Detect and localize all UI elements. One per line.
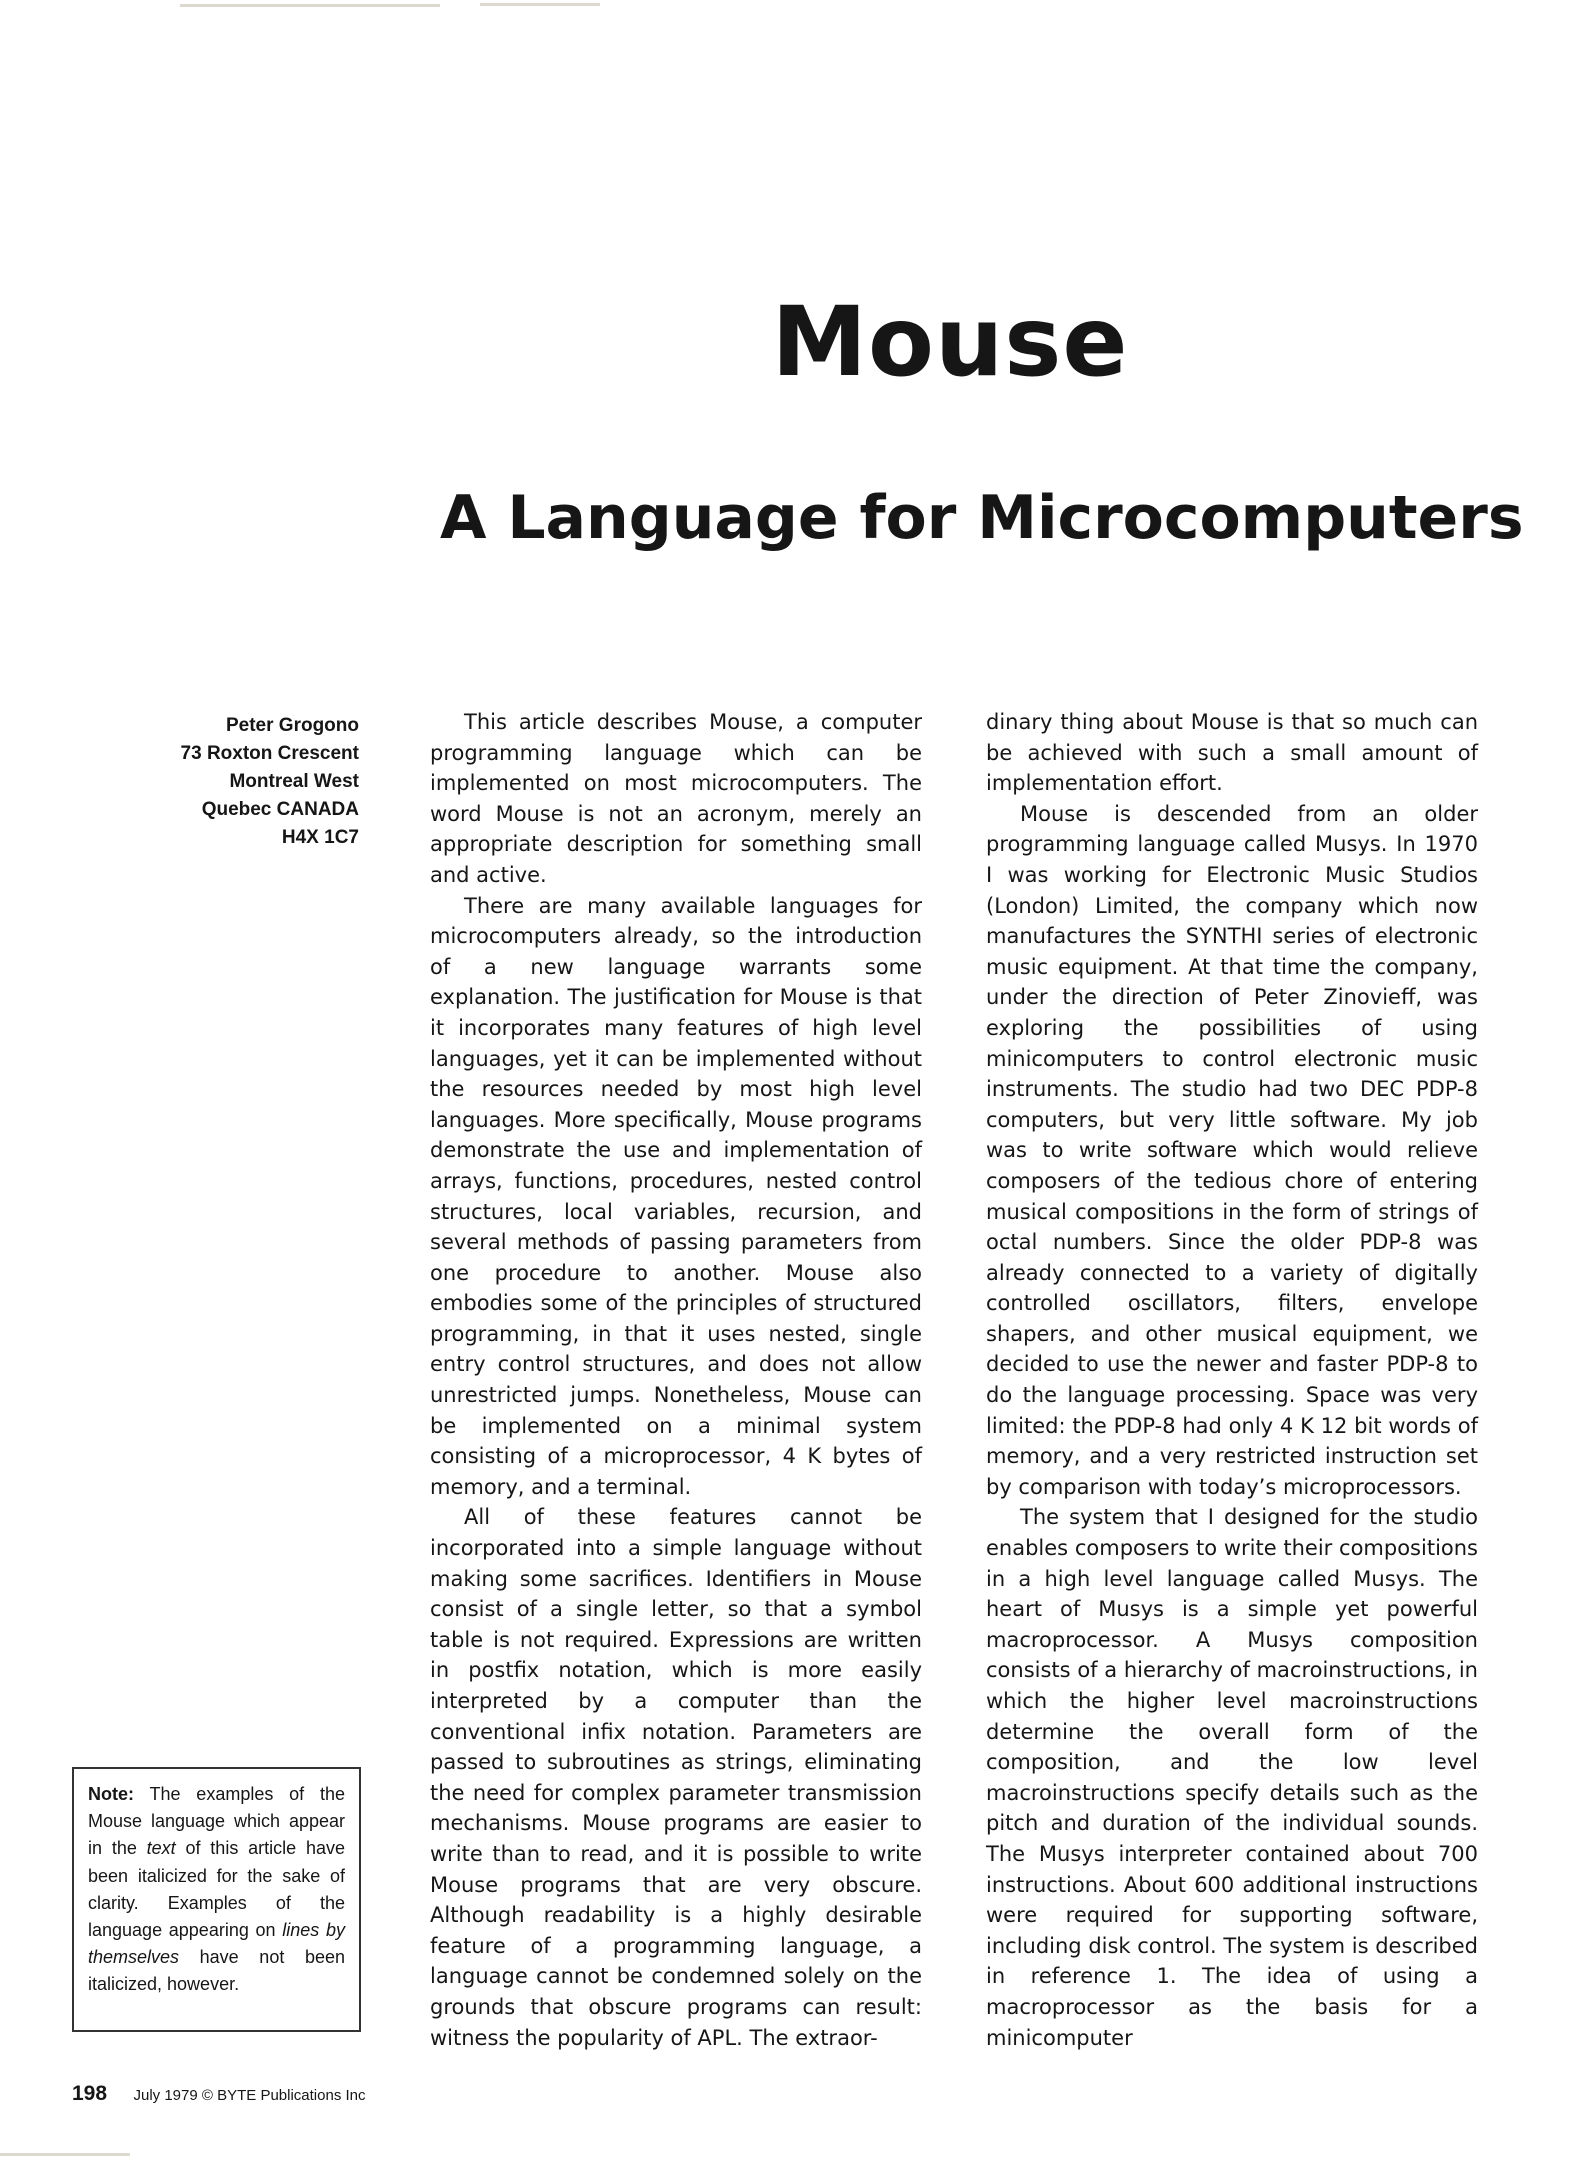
italics-note-box xyxy=(72,1767,361,2032)
scan-artifact-top-right xyxy=(480,3,600,6)
note-text-2: of this article have been italicized for the sake of clarity. Examples of the language appearing on xyxy=(88,1838,345,1941)
note-italic-2: lines by themselves xyxy=(88,1920,345,1968)
publication-info: July 1979 © BYTE Publications Inc xyxy=(133,2087,366,2104)
note-text-3: have not been italicized, however. xyxy=(88,1947,345,1995)
page-footer xyxy=(72,2082,366,2106)
body-column-2 xyxy=(986,707,1478,2053)
article-title: Mouse xyxy=(771,286,1129,398)
author-name: Peter Grogono xyxy=(225,715,359,736)
author-street: 73 Roxton Crescent xyxy=(180,743,359,764)
paragraph: All of these features cannot be incorporated into a simple language without making some sacrifices. Identifiers in Mouse consist of a single letter, so that a symbol table is not required. Expressions are written in postfix notation, which is more easily interpreted by a computer than the conventional infix notation. Parameters are passed to subroutines as strings, eliminating the need for complex parameter transmission mechanisms. Mouse programs are easier to write than to read, and it is possible to write Mouse programs that are very obscure. Although readability is a highly desirable feature of a programming language, a language cannot be condemned solely on the grounds that obscure programs can result: witness the popularity of APL. The extraor- xyxy=(430,1505,922,2050)
page-number: 198 xyxy=(72,2082,108,2105)
body-column-1 xyxy=(430,707,922,2053)
paragraph-continued: dinary thing about Mouse is that so much can be achieved with such a small amount of implementation effort. xyxy=(986,710,1478,796)
paragraph: This article describes Mouse, a computer programming language which can be implemented on most microcomputers. The word Mouse is not an acronym, merely an appropriate description for something small and active. xyxy=(430,710,922,887)
paragraph: There are many available languages for microcomputers already, so the introduction of a new language warrants some explanation. The justification for Mouse is that it incorporates many features of high level languages, yet it can be implemented without the resources needed by most high level languages. More specifically, Mouse programs demonstrate the use and implementation of arrays, functions, procedures, nested control structures, local variables, recursion, and several methods of passing parameters from one procedure to another. Mouse also embodies some of the principles of structured programming, in that it uses nested, single entry control structures, and does not allow unrestricted jumps. Nonetheless, Mouse can be implemented on a minimal system consisting of a microprocessor, 4 K bytes of memory, and a terminal. xyxy=(430,893,922,1499)
paragraph: The system that I designed for the studio enables composers to write their compositions in a high level language called Musys. The heart of Musys is a simple yet powerful macroprocessor. A Musys composition consists of a hierarchy of macroinstructions, in which the higher level macroinstructions determine the overall form of the composition, and the low level macroinstructions specify details such as the pitch and duration of the individual sounds. The Musys interpreter contained about 700 instructions. About 600 additional instructions were required for supporting software, including disk control. The system is described in reference 1. The idea of using a macroprocessor as the basis for a minicomputer xyxy=(986,1505,1478,2050)
note-label: Note: xyxy=(88,1784,134,1804)
author-region: Quebec CANADA xyxy=(201,799,359,820)
note-italic-1: text xyxy=(146,1838,176,1859)
author-postal: H4X 1C7 xyxy=(281,827,359,848)
scan-artifact-bottom xyxy=(0,2153,130,2156)
author-city: Montreal West xyxy=(229,771,359,792)
article-subtitle: A Language for Microcomputers xyxy=(440,483,1524,553)
paragraph: Mouse is descended from an older programming language called Musys. In 1970 I was working for Electronic Music Studios (London) Limited, the company which now manufactures the SYNTHI series of electronic music equipment. At that time the company, under the direction of Peter Zinovieff, was exploring the possibilities of using minicomputers to control electronic music instruments. The studio had two DEC PDP-8 computers, but very little software. My job was to write software which would relieve composers of the tedious chore of entering musical compositions in the form of strings of octal numbers. Since the older PDP-8 was already connected to a variety of digitally controlled oscillators, filters, envelope shapers, and other musical equipment, we decided to use the newer and faster PDP-8 to do the language processing. Space was very limited: the PDP-8 had only 4 K 12 bit words of memory, and a very restricted instruction set by comparison with today’s microprocessors. xyxy=(986,801,1478,1499)
note-text-1: The examples of the Mouse language which appear in the xyxy=(88,1784,345,1859)
scan-artifact-top xyxy=(180,4,440,7)
author-address xyxy=(181,712,359,852)
